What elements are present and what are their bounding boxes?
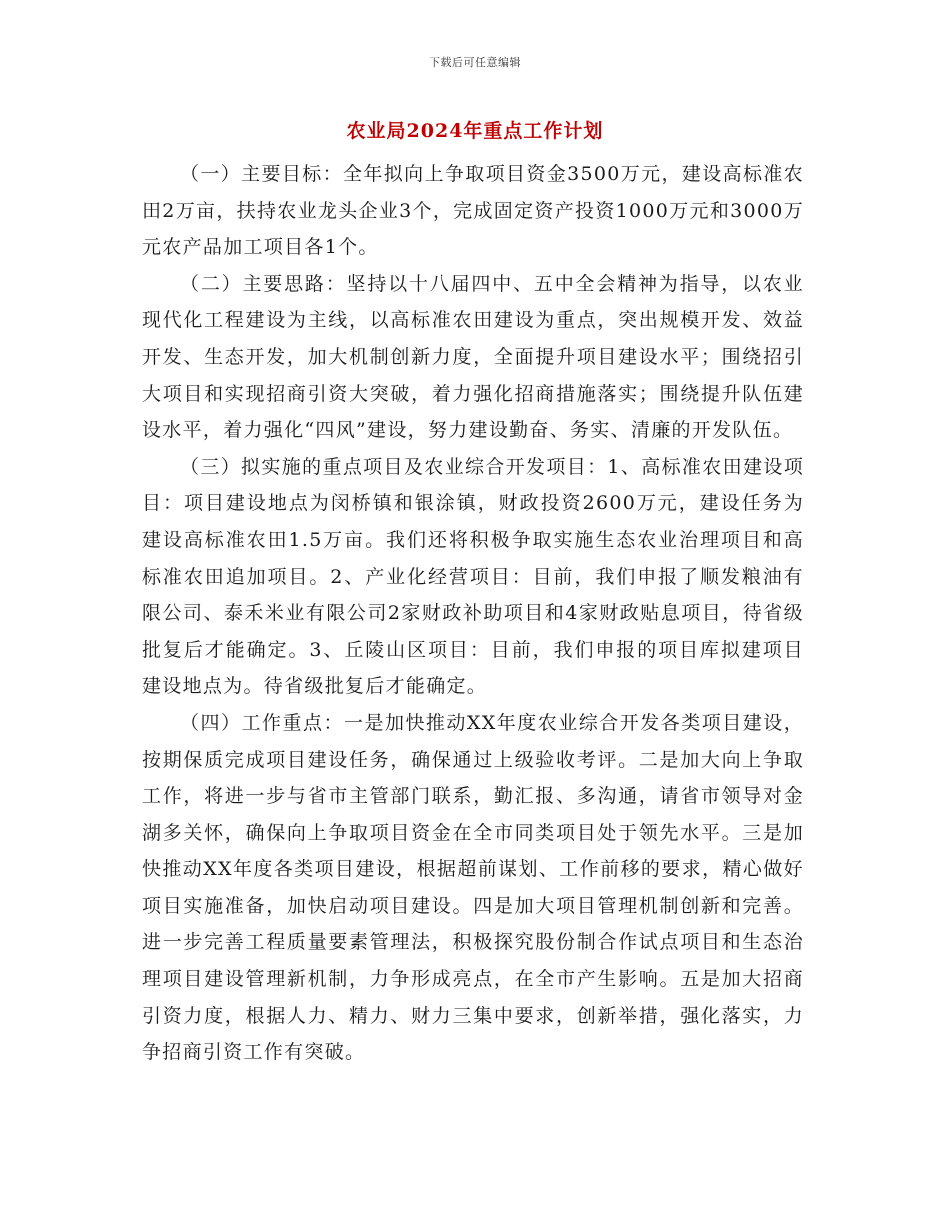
page-header-note: 下载后可任意编辑 [429, 56, 521, 69]
document-title: 农业局2024年重点工作计划 [346, 120, 604, 142]
paragraph-main-goals: （一）主要目标：全年拟向上争取项目资金3500万元，建设高标准农田2万亩，扶持农业龙头企业3个，完成固定资产投资1000万元和3000万元农产品加工项目各1个。 [142, 163, 804, 259]
paragraph-main-ideas: （二）主要思路：坚持以十八届四中、五中全会精神为指导，以农业现代化工程建设为主线，以高标准农田建设为重点，突出规模开发、效益开发、生态开发，加大机制创新力度，全面提升项目建设水平；围绕招引大项目和实现招商引资大突破，着力强化招商措施落实；围绕提升队伍建设水平，着力强化“四风”建设，努力建设勤奋、务实、清廉的开发队伍。 [142, 272, 804, 442]
paragraph-work-focus: （四）工作重点：一是加快推动XX年度农业综合开发各类项目建设，按期保质完成项目建设任务，确保通过上级验收考评。二是加大向上争取工作，将进一步与省市主管部门联系，勤汇报、多沟通，请省市领导对金湖多关怀，确保向上争取项目资金在全市同类项目处于领先水平。三是加快推动XX年度各类项目建设，根据超前谋划、工作前移的要求，精心做好项目实施准备，加快启动项目建设。四是加大项目管理机制创新和完善。进一步完善工程质量要素管理法，积极探究股份制合作试点项目和生态治理项目建设管理新机制，力争形成亮点，在全市产生影响。五是加大招商引资力度，根据人力、精力、财力三集中要求，创新举措，强化落实，力争招商引资工作有突破。 [142, 711, 804, 1064]
document-body [142, 156, 804, 1071]
paragraph-key-projects: （三）拟实施的重点项目及农业综合开发项目：1、高标准农田建设项目：项目建设地点为闵桥镇和银涂镇，财政投资2600万元，建设任务为建设高标准农田1.5万亩。我们还将积极争取实施生态农业治理项目和高标准农田追加项目。2、产业化经营项目：目前，我们申报了顺发粮油有限公司、泰禾米业有限公司2家财政补助项目和4家财政贴息项目，待省级批复后才能确定。3、丘陵山区项目：目前，我们申报的项目库拟建项目建设地点为。待省级批复后才能确定。 [142, 455, 804, 698]
